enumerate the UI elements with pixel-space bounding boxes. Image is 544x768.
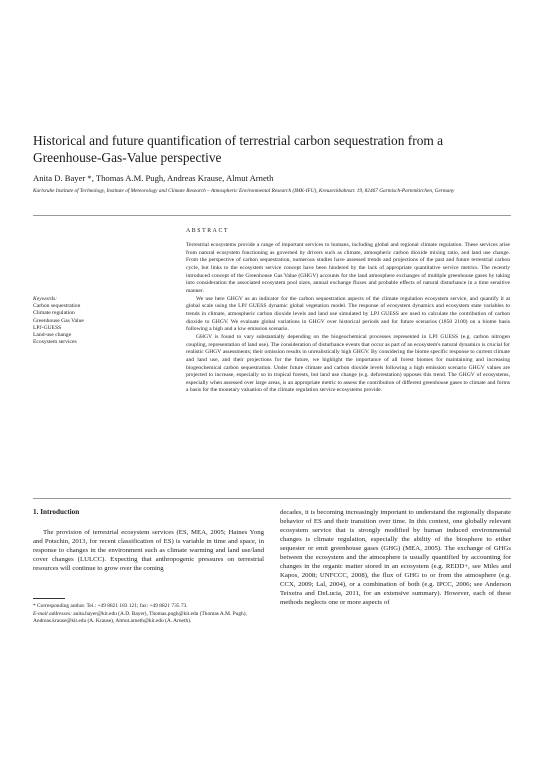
email-addresses <box>33 611 264 626</box>
intro-right-column <box>280 508 511 608</box>
article-title: Historical and future quantification of terrestrial carbon sequestration from a Greenhouse-Gas-Value perspective <box>33 133 444 165</box>
author-list: Anita D. Bayer *, Thomas A.M. Pugh, Andreas Krause, Almut Arneth <box>33 173 274 183</box>
section-heading: 1. Introduction <box>33 508 80 516</box>
keyword-item: Ecosystem services <box>33 339 77 346</box>
body-paragraph: The provision of terrestrial ecosystem services (ES, MEA, 2005; Haines Yong and Potschin, 2013, for recent classification of ES) is variable in time and space, in response to changes in the environment such as climate warming and land use/land cover changes (LULCC). Expecting that anthropogenic pressures on terrestrial resources will continue to grow over the coming <box>33 529 264 573</box>
keyword-item: Climate regulation <box>33 310 75 317</box>
footnote <box>33 603 264 626</box>
abstract-paragraph: GHGV is found to vary substantially depending on the biogeochemical processes represented in LPJ GUESS (e.g. carbon nitrogen coupling, representation of land use). The consideration of disturbance events that occur as part of an ecosystem's natural dynamics is crucial for realistic GHGV assessments; their omission results in unrealistically high GHGV. By considering the biome specific response to current climate and land use, and their projections for the future, we highlight the importance of all forest biomes for maintaining and increasing biogeochemical carbon sequestration. Under future climate and carbon dioxide levels following a high emission scenario GHGV values are projected to increase, especially so in tropical forests, but land use change (e.g. deforestation) opposes this trend. The GHGV of ecosystems, especially when assessed over large areas, is an appropriate metric to assess the contribution of different greenhouse gases to climate and forms a basis for the monetary valuation of the climate regulation service ecosystems provide. <box>186 333 510 394</box>
abstract-body <box>186 242 510 395</box>
footnote-divider <box>33 598 65 599</box>
keyword-item: Greenhouse Gas Value <box>33 317 84 324</box>
body-paragraph: decades, it is becoming increasingly important to understand the regionally disparate behavior of ES and their transition over time. In this context, one globally relevant ecosystem service that is strongly modified by human induced environmental changes is climate regulation, especially the ability of the biosphere to either sequester or emit greenhouse gases (GHG) (MEA, 2005). The exchange of GHGs between the ecosystem and the atmosphere is usually quantified by accounting for changes in the organic matter stored in an ecosystem (e.g. REDD+, see Miles and Kapos, 2008; UNFCCC, 2008), the flux of GHG to or from the atmosphere (e.g. CCX, 2009; Lal, 2004), or a combination of both (e.g. IPCC, 2006; see Anderson Teixeira and DeLucia, 2011, for an extensive summary). However, each of these methods neglects one or more aspects of <box>280 509 511 607</box>
email-list: anita.bayer@kit.edu (A.D. Bayer), Thomas.pugh@kit.edu (Thomas A.M. Pugh), Andreas.krause@kit.edu (A. Krause), Almut.arneth@kit.edu (A. Arneth). <box>33 610 247 624</box>
abstract-divider <box>33 498 511 499</box>
abstract-paragraph: We use here GHGV as an indicator for the carbon sequestration aspects of the climate regulation ecosystem service, and quantify it at global scale using the LPJ GUESS dynamic global vegetation model. The response of ecosystem dynamics and ecosystem state variables to trends in climate, atmospheric carbon dioxide levels and land use simulated by LPJ GUESS are used to calculate the contribution of carbon dioxide to GHGV. We evaluate global variations in GHGV over historical periods and for future scenarios (1850 2100) on a biome basis following a high and a low emission scenario. <box>186 295 510 333</box>
corresponding-author-note: * Corresponding author. Tel.: +49 8821 183 121; fax: +49 8821 735 73. <box>33 603 188 609</box>
keywords-block <box>33 296 173 346</box>
abstract-paragraph: Terrestrial ecosystems provide a range of important services to humans, including global and regional climate regulation. These services arise from natural ecosystem functioning as governed by drivers such as climate, atmospheric carbon dioxide mixing ratio, and land use change. From the perspective of carbon sequestration, numerous studies have assessed trends and projections of the past and future terrestrial carbon cycle, but links to the ecosystem service concept have been hindered by the lack of appropriate quantitative service metrics. The recently introduced concept of the Greenhouse Gas Value (GHGV) accounts for the land atmosphere exchanges of multiple greenhouse gases by taking into consideration the associated ecosystem pool sizes, annual exchange fluxes and probable effects of natural disturbance in a time sensitive manner. <box>186 242 510 294</box>
keyword-item: LPJ-GUESS <box>33 324 62 331</box>
email-label: E-mail addresses: <box>33 610 72 617</box>
abstract-heading: ABSTRACT <box>186 228 230 234</box>
intro-left-column <box>33 508 264 573</box>
keywords-list <box>33 303 173 346</box>
keyword-item: Land-use change <box>33 332 72 339</box>
header-divider <box>33 215 511 216</box>
keyword-item: Carbon sequestration <box>33 303 81 310</box>
keywords-heading: Keywords: <box>33 296 58 302</box>
author-affiliation: Karlsruhe Institute of Technology, Institute of Meteorology and Climate Research – Atmospheric Environmental Research (IMK-IFU), Kreuzeckbahnstr. 19, 82467 Garmisch-Partenkirchen, Germany <box>33 188 455 194</box>
